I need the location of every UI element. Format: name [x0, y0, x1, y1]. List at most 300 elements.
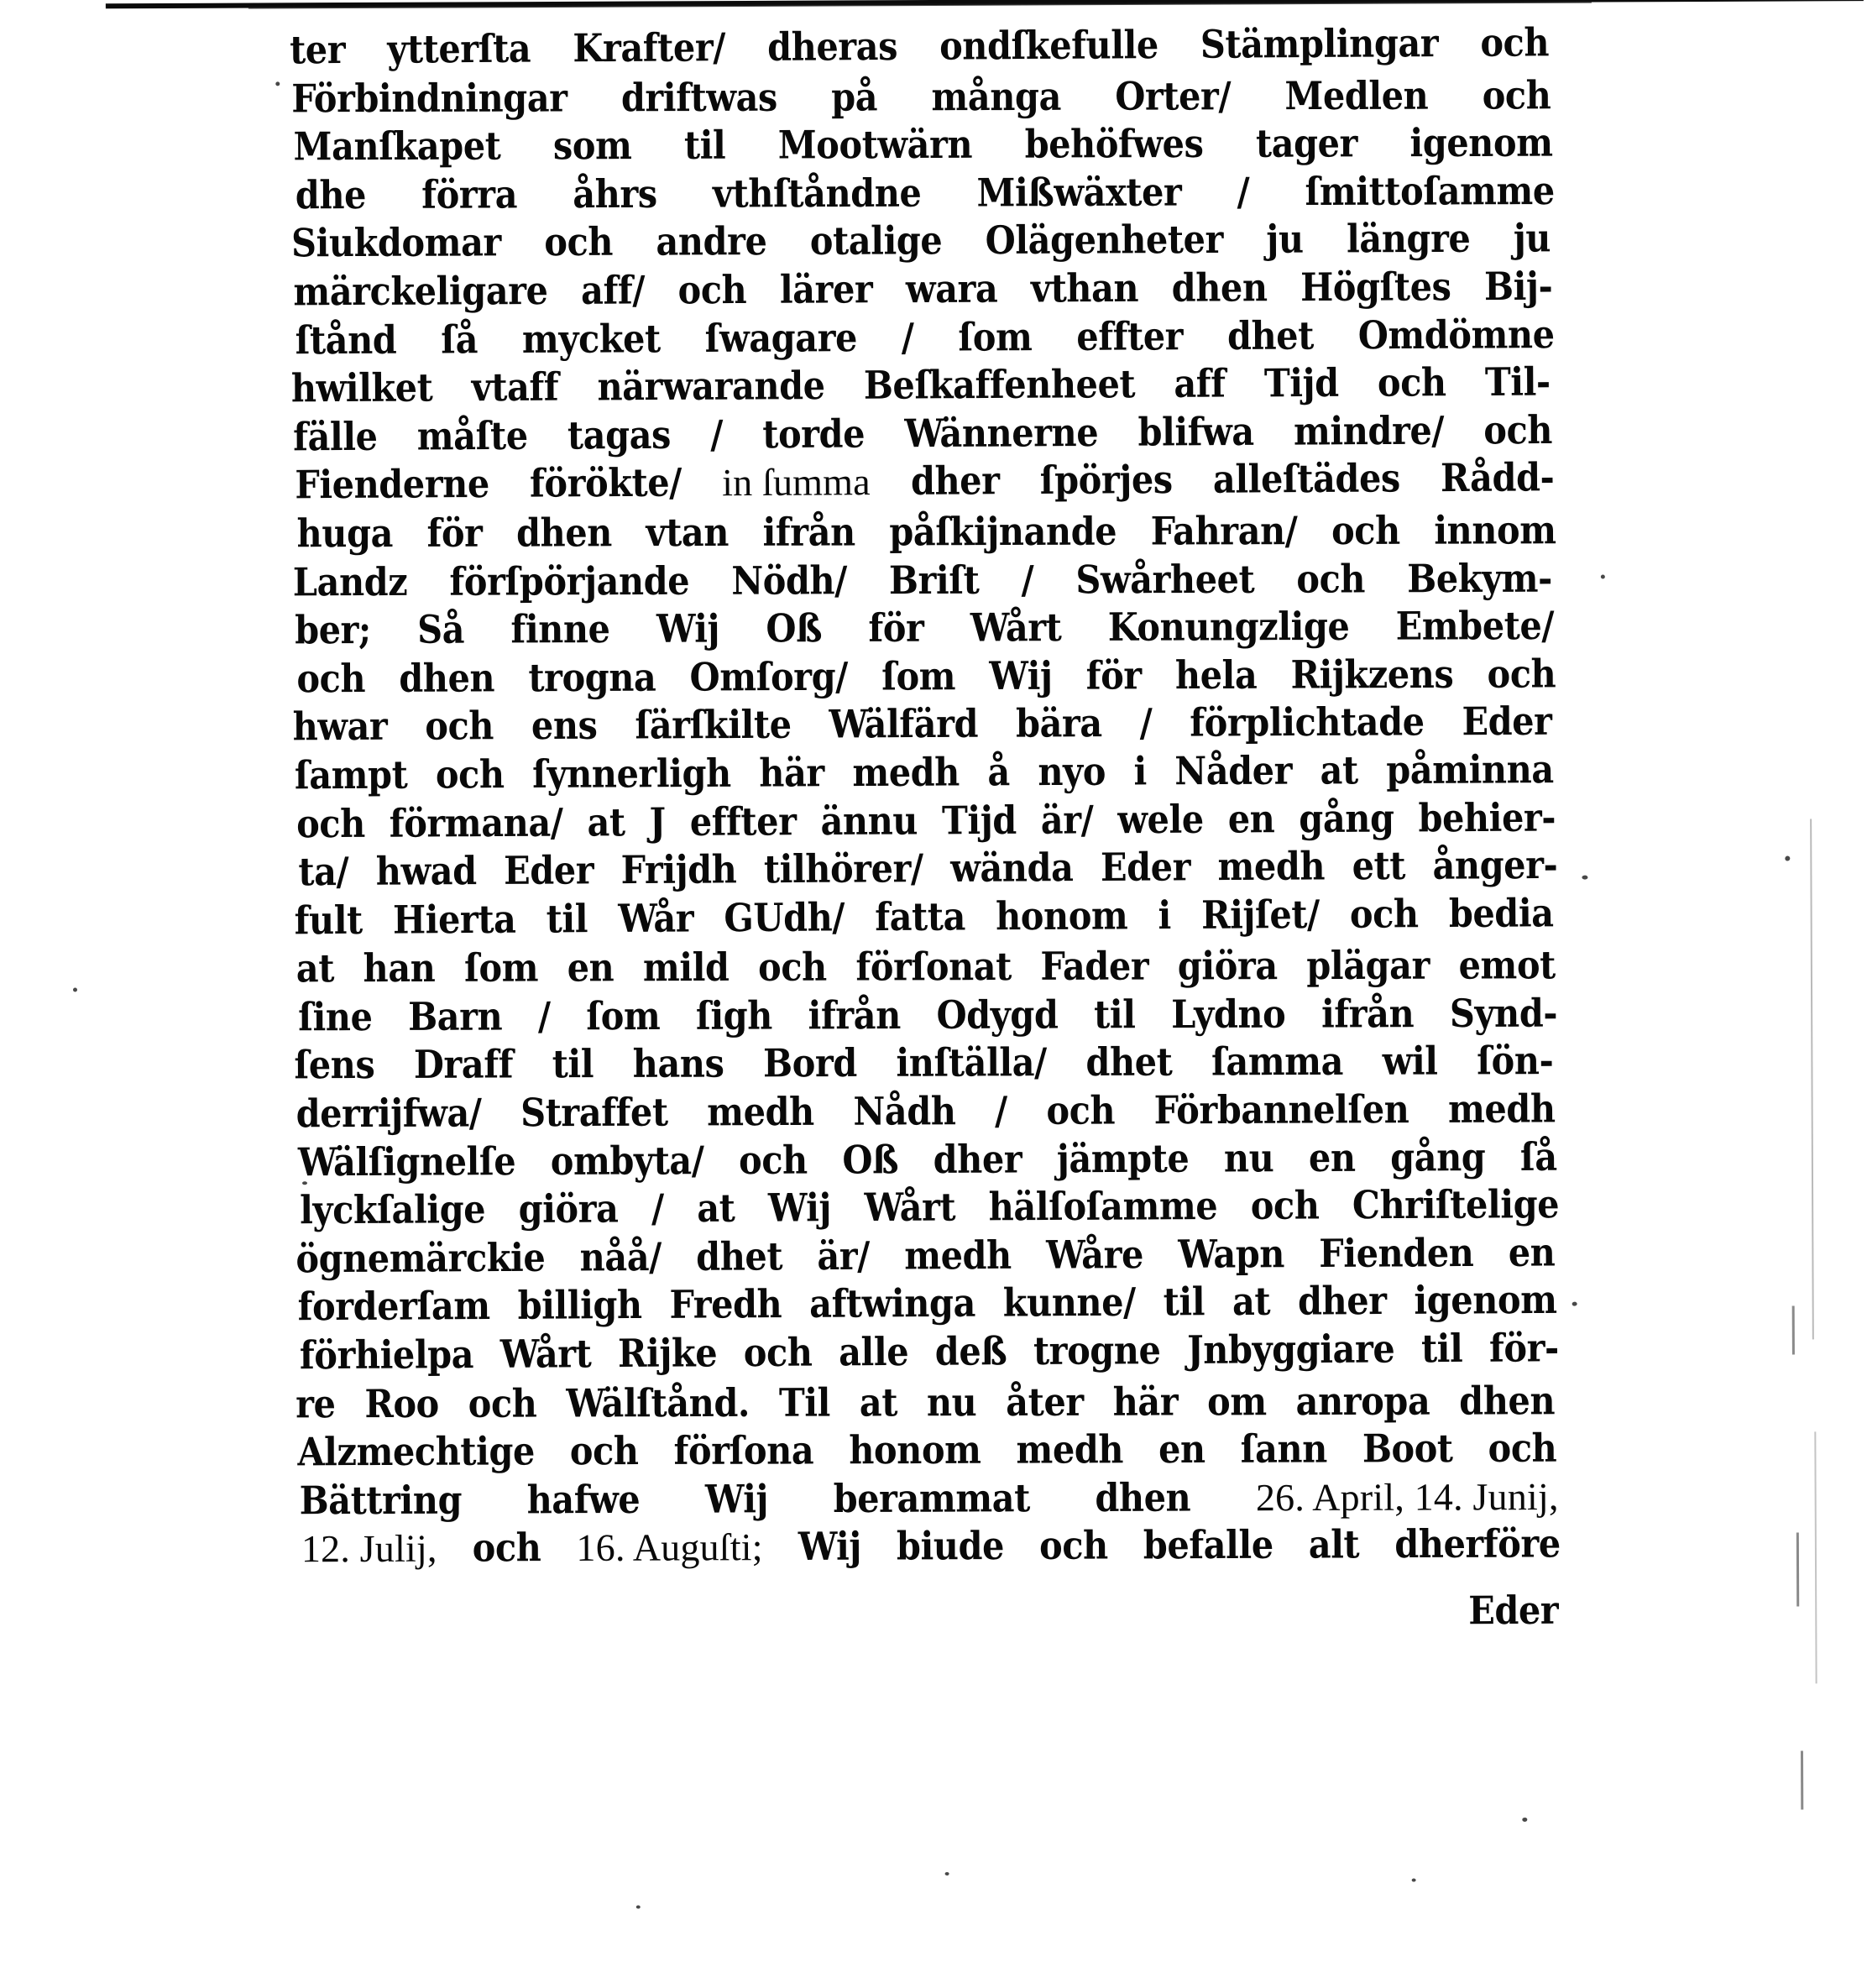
word: forderſam: [297, 1283, 490, 1330]
word: dhen: [1095, 1474, 1191, 1520]
scan-speck: [945, 1872, 949, 1876]
word: alle: [839, 1328, 909, 1375]
word: Fahran/: [1150, 508, 1298, 554]
word: Bij-: [1483, 263, 1553, 310]
word: och: [1038, 1522, 1108, 1569]
word: förra: [421, 171, 518, 217]
word: kunne/: [1002, 1279, 1136, 1326]
word: hwilket: [290, 364, 433, 411]
word: berammat: [833, 1475, 1030, 1521]
word: wil: [1382, 1038, 1438, 1085]
word: medh: [904, 1232, 1012, 1279]
word-roman-type: 26. April, 14. Junij,: [1255, 1474, 1559, 1520]
word: til: [683, 122, 726, 169]
word: förökte/: [529, 459, 682, 506]
word: Förbannelſen: [1153, 1086, 1409, 1133]
word: ännu: [820, 797, 918, 844]
word: wända: [950, 845, 1074, 892]
text-line: [295, 454, 1554, 510]
word: huga: [296, 510, 394, 557]
word: Wårt: [499, 1331, 592, 1377]
word: fälle: [292, 413, 378, 460]
word: Beſkaffenheet: [863, 361, 1136, 408]
word: Så: [417, 606, 465, 652]
word: at: [1320, 747, 1358, 793]
word: ens: [531, 703, 598, 749]
word: /: [1237, 169, 1250, 215]
scan-hairline: [1796, 1533, 1799, 1607]
text-line: [298, 841, 1557, 897]
catchword: Eder: [1468, 1587, 1559, 1634]
scan-speck: [1412, 1879, 1416, 1882]
word: nu: [926, 1379, 977, 1425]
word: dhet: [1085, 1039, 1173, 1086]
text-line: [295, 311, 1554, 365]
word: Omſorg/: [689, 653, 849, 700]
word: vtan: [646, 509, 730, 556]
word: til: [1163, 1279, 1205, 1325]
word: blifwa: [1137, 408, 1254, 455]
word: Eder: [1100, 844, 1191, 891]
word: J: [649, 798, 666, 845]
word: Boot: [1362, 1426, 1453, 1472]
word: ber;: [295, 607, 371, 653]
word: Wårt: [970, 604, 1062, 651]
word: Wapn: [1178, 1231, 1285, 1277]
word: Til: [778, 1379, 831, 1426]
word: ſtånd: [295, 317, 397, 363]
word: och: [425, 703, 494, 749]
word: en: [1308, 1134, 1356, 1180]
text-line: [301, 1520, 1561, 1574]
word: aff/: [580, 267, 646, 313]
scan-hairline: [1792, 1306, 1795, 1355]
word: Wännerne: [904, 409, 1099, 456]
word: Oß: [842, 1136, 899, 1183]
text-line: [293, 554, 1552, 606]
word: och: [435, 751, 505, 798]
word: dherföre: [1394, 1520, 1561, 1567]
text-line: [291, 215, 1551, 269]
word: Rijkzens: [1290, 651, 1454, 698]
word: för: [1085, 652, 1142, 698]
word: Bättring: [299, 1477, 463, 1524]
word: ſå: [1519, 1133, 1557, 1180]
text-line: [298, 990, 1557, 1042]
word: innom: [1434, 507, 1556, 553]
word: aftwinga: [809, 1280, 976, 1327]
text-line: [295, 1377, 1555, 1429]
word: ju: [1513, 215, 1551, 261]
word: mycket: [521, 315, 661, 362]
word: medh: [1447, 1086, 1556, 1132]
word-roman-type: 12. Julij,: [301, 1527, 437, 1571]
word: åhrs: [573, 170, 657, 217]
word: igenom: [1409, 119, 1553, 166]
word: förſona: [673, 1427, 814, 1474]
scan-speck: [1582, 876, 1587, 880]
word: tagas: [567, 411, 672, 458]
word: Wårt: [864, 1184, 956, 1231]
word: Roo: [364, 1380, 439, 1426]
word: vtaff: [471, 364, 559, 411]
word: til: [1420, 1325, 1463, 1372]
word: ifrån: [808, 991, 901, 1038]
word: igenom: [1414, 1277, 1557, 1324]
printed-text-block: [289, 19, 1561, 1640]
text-line: [293, 263, 1552, 317]
word: på: [831, 74, 878, 120]
word: hela: [1174, 651, 1258, 698]
word: Alzmechtige: [297, 1428, 535, 1475]
word: Swårheet: [1075, 556, 1255, 602]
word: ſom: [958, 313, 1033, 360]
word: dhen: [516, 510, 613, 556]
word: /: [710, 411, 724, 458]
word: och: [472, 1525, 541, 1571]
word: ſom: [881, 652, 956, 699]
word: Straffet: [520, 1089, 668, 1136]
word: gång: [1299, 795, 1394, 841]
word: och: [1377, 359, 1446, 405]
word: dhe: [295, 171, 367, 218]
word: ånger-: [1432, 841, 1558, 888]
scan-speck: [1601, 575, 1605, 579]
word: tager: [1255, 120, 1358, 166]
word: och: [296, 655, 366, 702]
text-line: [295, 1228, 1555, 1283]
word: förplichtade: [1190, 698, 1425, 746]
word: medh: [852, 749, 960, 796]
word: inſtälla/: [896, 1039, 1047, 1086]
scan-right-edge-ghost: [1810, 819, 1814, 1339]
word: GUdh/: [724, 894, 845, 940]
word: deß: [934, 1328, 1007, 1374]
word-roman-type: 16. Auguſti;: [576, 1525, 763, 1570]
text-line: [293, 698, 1552, 751]
word: Wälſignelſe: [297, 1138, 516, 1185]
word: hwar: [292, 704, 388, 750]
word: för: [868, 604, 924, 651]
scan-speck: [636, 1906, 641, 1909]
word: re: [295, 1380, 336, 1426]
scan-speck: [275, 81, 280, 86]
word: ögnemärckie: [295, 1234, 546, 1282]
word: bära: [1015, 700, 1102, 746]
word: påſkijnande: [889, 508, 1117, 555]
word: /: [537, 993, 551, 1039]
word: Nåder: [1174, 747, 1293, 794]
scan-speck: [1572, 1302, 1577, 1306]
word: at: [859, 1379, 898, 1426]
word: Eder: [504, 847, 594, 894]
word: /: [1139, 700, 1153, 746]
word: och: [738, 1137, 808, 1183]
word: Wår: [618, 895, 694, 941]
word: längre: [1346, 216, 1471, 262]
word: bedia: [1448, 889, 1554, 936]
word: påminna: [1386, 746, 1554, 793]
word: förſpörjande: [449, 557, 690, 604]
word: ſigh: [695, 992, 773, 1038]
word: fatta: [875, 893, 966, 939]
word: billigh: [517, 1282, 642, 1329]
word: ytterſta: [387, 25, 531, 72]
word: at: [1232, 1279, 1271, 1325]
word: finne: [510, 606, 610, 652]
word: hwad: [375, 848, 477, 894]
word: Omdömne: [1357, 311, 1555, 358]
word: Konungzlige: [1107, 604, 1350, 651]
word: Mißwäxter: [976, 169, 1182, 216]
word: Olägenheter: [985, 217, 1224, 264]
word: derrijfwa/: [295, 1090, 482, 1137]
word: dhen: [399, 655, 495, 701]
word: til: [1094, 991, 1136, 1038]
word: dhen: [1459, 1377, 1556, 1424]
word: ſamma: [1211, 1038, 1344, 1085]
word: /: [994, 1088, 1007, 1134]
word: nåå/: [579, 1233, 662, 1280]
text-line: [297, 1425, 1556, 1477]
word: ta/: [298, 849, 349, 895]
word: Briſt: [888, 557, 980, 603]
word: Tijd: [1263, 360, 1339, 406]
word: Wij: [798, 1524, 862, 1570]
word: Wij: [656, 605, 720, 651]
word: ſens: [294, 1042, 375, 1088]
text-line: [290, 18, 1549, 75]
word: Rijke: [617, 1330, 718, 1377]
word: /: [651, 1185, 664, 1232]
word: Hierta: [392, 896, 516, 943]
text-line: [300, 1324, 1559, 1380]
word: befalle: [1143, 1522, 1273, 1568]
word: vthſtåndne: [712, 170, 922, 217]
word: ondſkefulle: [939, 22, 1158, 69]
word: är/: [817, 1232, 871, 1279]
word: Förbindningar: [291, 75, 567, 121]
word: plägar: [1306, 942, 1430, 989]
word: hans: [632, 1040, 724, 1087]
word: och: [1488, 1425, 1557, 1472]
word: Synd-: [1449, 990, 1558, 1036]
word: åter: [1006, 1379, 1084, 1425]
word: Tijd: [941, 797, 1017, 843]
word: biude: [896, 1523, 1005, 1569]
word: ſampt: [294, 751, 408, 798]
word: här: [1112, 1379, 1179, 1425]
word: Fader: [1040, 943, 1149, 990]
word: mindre/: [1293, 407, 1445, 454]
word: närwarande: [597, 363, 825, 410]
word: Rijſet/: [1200, 891, 1320, 938]
word: emot: [1458, 942, 1556, 988]
word: nu: [1223, 1134, 1274, 1181]
word: och: [1482, 71, 1551, 118]
text-line: [300, 1473, 1559, 1525]
word: giöra: [1177, 943, 1278, 989]
word: och: [1331, 507, 1400, 553]
word: honom: [849, 1426, 981, 1473]
word: Fienden: [1319, 1229, 1474, 1276]
word-roman-type: in ſumma: [721, 460, 871, 505]
word: dheras: [766, 23, 898, 70]
word: Orter/: [1115, 72, 1232, 119]
word: dhet: [1226, 312, 1314, 358]
text-line: [296, 793, 1556, 848]
word: förmana/: [389, 799, 563, 846]
word: gång: [1390, 1133, 1486, 1180]
word: at: [697, 1185, 735, 1232]
word: och: [758, 944, 827, 991]
word: å: [987, 749, 1011, 795]
word: ſynnerligh: [531, 750, 731, 797]
word: ombyta/: [550, 1137, 704, 1184]
word: ett: [1352, 842, 1406, 889]
word: ju: [1266, 216, 1304, 263]
word: är/: [1040, 796, 1094, 843]
text-line: [296, 650, 1556, 704]
word: nyo: [1038, 748, 1106, 794]
word: och: [468, 1380, 537, 1426]
text-line: [296, 942, 1556, 994]
word: hälſoſamme: [988, 1183, 1218, 1230]
word: Nådh: [853, 1088, 956, 1134]
word: andre: [656, 218, 767, 264]
word: at: [587, 798, 625, 845]
word: lyckſalige: [300, 1186, 486, 1233]
word: medh: [1016, 1426, 1124, 1473]
word: och: [743, 1329, 813, 1376]
word: Barn: [408, 993, 503, 1039]
word: dhen: [1171, 264, 1268, 311]
word: han: [363, 945, 436, 991]
word: medh: [1217, 843, 1326, 890]
word: förhielpa: [299, 1331, 474, 1379]
text-line: [291, 71, 1551, 123]
word: Wij: [704, 1476, 769, 1522]
word: om: [1207, 1378, 1267, 1425]
scan-speck: [1522, 1818, 1527, 1822]
word: Krafter/: [573, 24, 726, 71]
word: behier-: [1418, 794, 1556, 840]
word: ſann: [1240, 1426, 1327, 1473]
word: behöfwes: [1024, 121, 1204, 167]
word: Lydno: [1171, 991, 1286, 1037]
word: at: [295, 945, 335, 991]
word: i: [1133, 748, 1147, 794]
word: och: [295, 800, 365, 846]
word: och: [1487, 651, 1556, 697]
word: /: [1021, 557, 1034, 603]
word: en: [567, 944, 614, 991]
word: Frijdh: [620, 846, 737, 893]
word: en: [1227, 795, 1275, 842]
word: ter: [289, 26, 346, 73]
word: ſwagare: [704, 314, 858, 361]
word: Nödh/: [731, 557, 847, 604]
word: ifrån: [762, 509, 855, 555]
word: Bord: [763, 1040, 857, 1086]
word: Bekym-: [1407, 555, 1552, 601]
word: lärer: [779, 266, 873, 312]
word: otalige: [809, 217, 943, 264]
word: til: [552, 1041, 594, 1087]
word: anropa: [1295, 1378, 1430, 1424]
word: Wälfärd: [829, 701, 979, 747]
word: Mootwärn: [777, 121, 973, 168]
text-line: [297, 1276, 1556, 1331]
word: alt: [1308, 1521, 1360, 1567]
word: effter: [1076, 312, 1184, 359]
word: Rådd-: [1440, 454, 1555, 501]
word: som: [552, 123, 632, 169]
word: mild: [642, 944, 730, 991]
word: och: [1483, 406, 1553, 453]
word: här: [759, 750, 824, 796]
word: Draff: [413, 1041, 514, 1088]
word: en: [1508, 1229, 1556, 1275]
word: effter: [689, 798, 797, 845]
word: Embete/: [1395, 603, 1555, 649]
word: dher: [910, 458, 1000, 505]
word: jämpte: [1056, 1135, 1190, 1182]
text-line: [294, 1037, 1553, 1090]
word: ſå: [441, 316, 479, 363]
word: dher: [933, 1136, 1022, 1182]
word: Manſkapet: [293, 123, 501, 170]
word: Fienderne: [295, 461, 489, 508]
scan-right-edge-ghost-lower: [1814, 1431, 1817, 1683]
word: /: [901, 314, 914, 360]
word: tilhörer/: [763, 845, 923, 892]
word: ſine: [298, 993, 373, 1040]
word: Wij: [767, 1185, 832, 1231]
text-line: [297, 506, 1556, 558]
word: Fredh: [669, 1281, 782, 1328]
word: ſom: [586, 992, 661, 1039]
word: torde: [762, 411, 866, 457]
word: trogne: [1033, 1327, 1161, 1374]
word: och: [1349, 890, 1419, 937]
word: dhet: [696, 1233, 783, 1279]
word: dher: [1297, 1278, 1387, 1325]
word: Oß: [766, 605, 823, 651]
text-line: [298, 1133, 1557, 1186]
word: för: [426, 510, 483, 556]
word: wele: [1117, 796, 1204, 842]
text-line: [293, 406, 1552, 462]
word: och: [569, 1428, 639, 1474]
word: Landz: [292, 558, 408, 604]
word: och: [1250, 1182, 1320, 1229]
word: Odygd: [936, 991, 1059, 1038]
text-line: [296, 1085, 1556, 1138]
text-line: [294, 889, 1553, 945]
word: aff: [1174, 360, 1226, 407]
word: och: [544, 219, 614, 265]
word: i: [1158, 892, 1172, 938]
word: Siukdomar: [291, 219, 501, 266]
word: Wij: [989, 652, 1053, 698]
word: Wälſtånd.: [566, 1379, 750, 1426]
word: honom: [995, 892, 1128, 939]
word: en: [1158, 1426, 1205, 1473]
word: och: [1296, 555, 1366, 602]
word: Wåre: [1045, 1231, 1144, 1278]
text-line: [295, 602, 1554, 655]
